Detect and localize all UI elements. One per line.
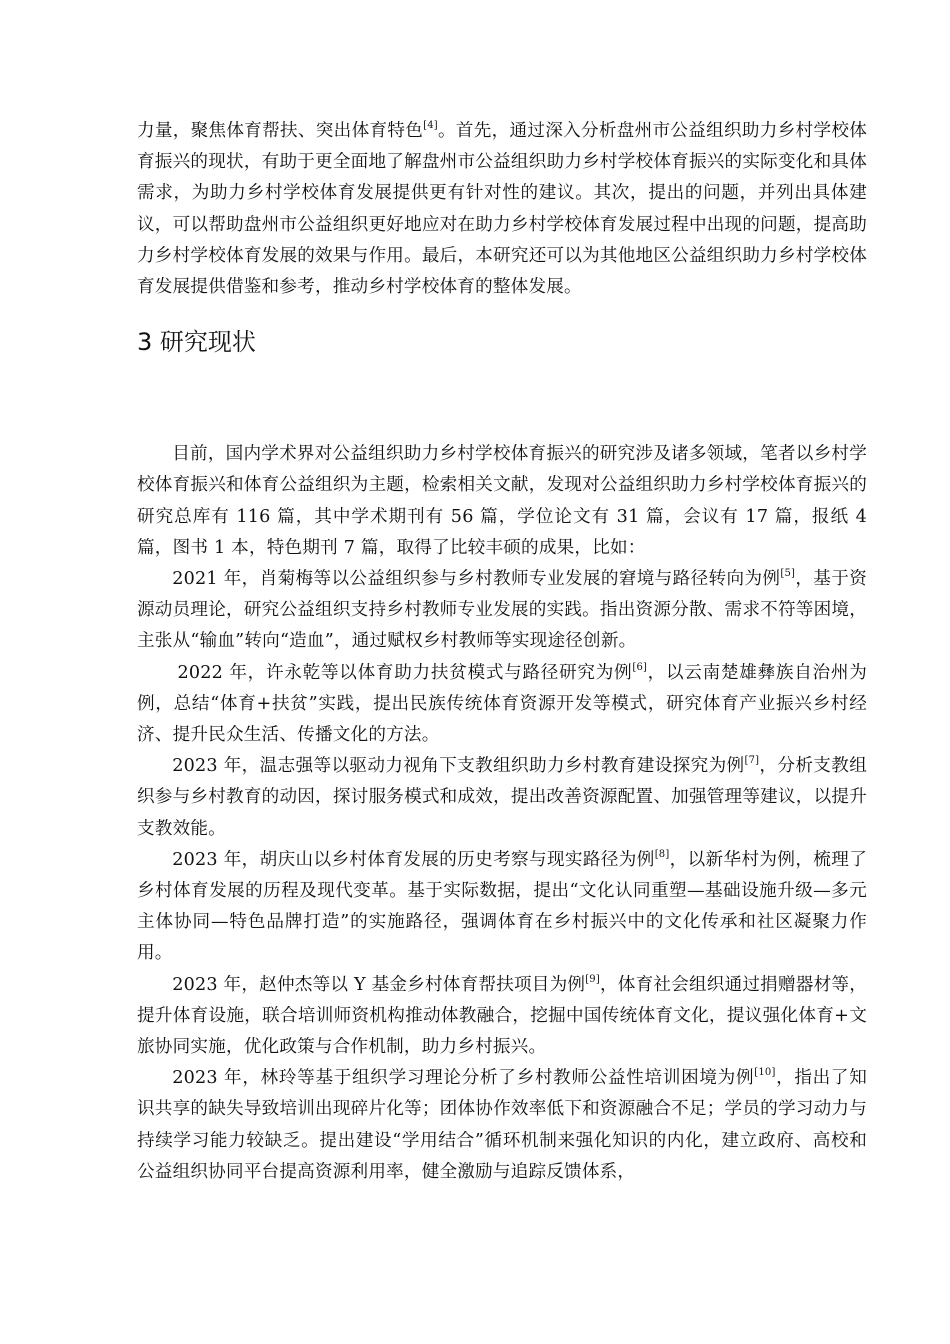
heading-spacer: [137, 358, 867, 439]
review-text-continued: ，基于资源动员理论，研究公益组织支持乡村教师专业发展的实践。指出资源分散、需求不符等困境，主张从“输血”转向“造血”，通过赋权乡村教师等实现途径创新。: [137, 569, 867, 652]
review-text: 2022 年，许永乾等以体育助力扶贫模式与路径研究为例: [177, 662, 633, 683]
review-text: 2021 年，肖菊梅等以公益组织参与乡村教师专业发展的窘境与路径转向为例: [172, 569, 781, 590]
citation-ref: [4]: [423, 120, 438, 132]
citation-ref: [6]: [632, 661, 648, 673]
review-text-continued: ，指出了知识共享的缺失导致培训出现碎片化等；团体协作效率低下和资源融合不足；学员的学习动力与持续学习能力较缺乏。提出建设“学用结合”循环机制来强化知识的内化，建立政府、高校和公益组织协同平台提高资源利用率，健全激励与追踪反馈体系，: [137, 1068, 867, 1182]
citation-ref: [7]: [744, 755, 760, 767]
review-2021-paragraph: [137, 564, 867, 658]
citation-ref: [8]: [654, 849, 670, 860]
review-2023-a-paragraph: [137, 751, 867, 845]
review-2023-c-paragraph: [137, 970, 867, 1064]
citation-ref: [10]: [754, 1067, 776, 1079]
review-2022-paragraph: [137, 658, 867, 752]
intro-text-continued: 。首先，通过深入分析盘州市公益组织助力乡村学校体育振兴的现状，有助于更全面地了解盘州市公益组织助力乡村学校体育振兴的实际变化和具体需求，为助力乡村学校体育发展提供更有针对性的建议。其次，提出的问题，并列出具体建议，可以帮助盘州市公益组织更好地应对在助力乡村学校体育发展过程中出现的问题，提高助力乡村学校体育发展的效果与作用。最后，本研究还可以为其他地区公益组织助力乡村学校体育发展提供借鉴和参考，推动乡村学校体育的整体发展。: [137, 121, 867, 298]
review-text-continued: ，以新华村为例，梳理了乡村体育发展的历程及现代变革。基于实际数据，提出“文化认同重塑—基础设施升级—多元主体协同—特色品牌打造”的实施路径，强调体育在乡村振兴中的文化传承和社区凝聚力作用。: [137, 849, 868, 964]
review-text: 2023 年，赵仲杰等以 Y 基金乡村体育帮扶项目为例: [172, 974, 586, 995]
intro-paragraph: [137, 116, 867, 303]
review-2023-b-paragraph: [137, 845, 867, 970]
overview-paragraph: 目前，国内学术界对公益组织助力乡村学校体育振兴的研究涉及诸多领域，笔者以乡村学校体育振兴和体育公益组织为主题，检索相关文献，发现对公益组织助力乡村学校体育振兴的研究总库有 116 篇，其中学术期刊有 56 篇，学位论文有 31 篇，会议有 17 篇，报纸 4 篇，图书 1 本，特色期刊 7 篇，取得了比较丰硕的成果，比如：: [137, 444, 867, 558]
review-text: 2023 年，林玲等基于组织学习理论分析了乡村教师公益性培训困境为例: [172, 1068, 755, 1089]
document-page: [137, 116, 867, 1188]
intro-text: 力量，聚焦体育帮扶、突出体育特色: [137, 121, 424, 141]
review-2023-d-paragraph: [137, 1063, 867, 1188]
citation-ref: [5]: [780, 568, 796, 580]
review-text: 2023 年，温志强等以驱动力视角下支教组织助力乡村教育建设探究为例: [172, 756, 745, 777]
review-text-continued: ，分析支教组织参与乡村教育的动因，探讨服务模式和成效，提出改善资源配置、加强管理等建议，以提升支教效能。: [137, 756, 868, 839]
review-text: 2023 年，胡庆山以乡村体育发展的历史考察与现实路径为例: [172, 849, 655, 870]
review-text-continued: ，体育社会组织通过捐赠器材等，提升体育设施，联合培训师资机构推动体教融合，挖掘中国传统体育文化，提议强化体育+文旅协同实施，优化政策与合作机制，助力乡村振兴。: [137, 974, 867, 1058]
citation-ref: [9]: [585, 973, 600, 985]
section-heading: 3 研究现状: [137, 328, 256, 357]
review-text-continued: ，以云南楚雄彝族自治州为例，总结“体育+扶贫”实践，提出民族传统体育资源开发等模式，研究体育产业振兴乡村经济、提升民众生活、传播文化的方法。: [137, 662, 867, 746]
